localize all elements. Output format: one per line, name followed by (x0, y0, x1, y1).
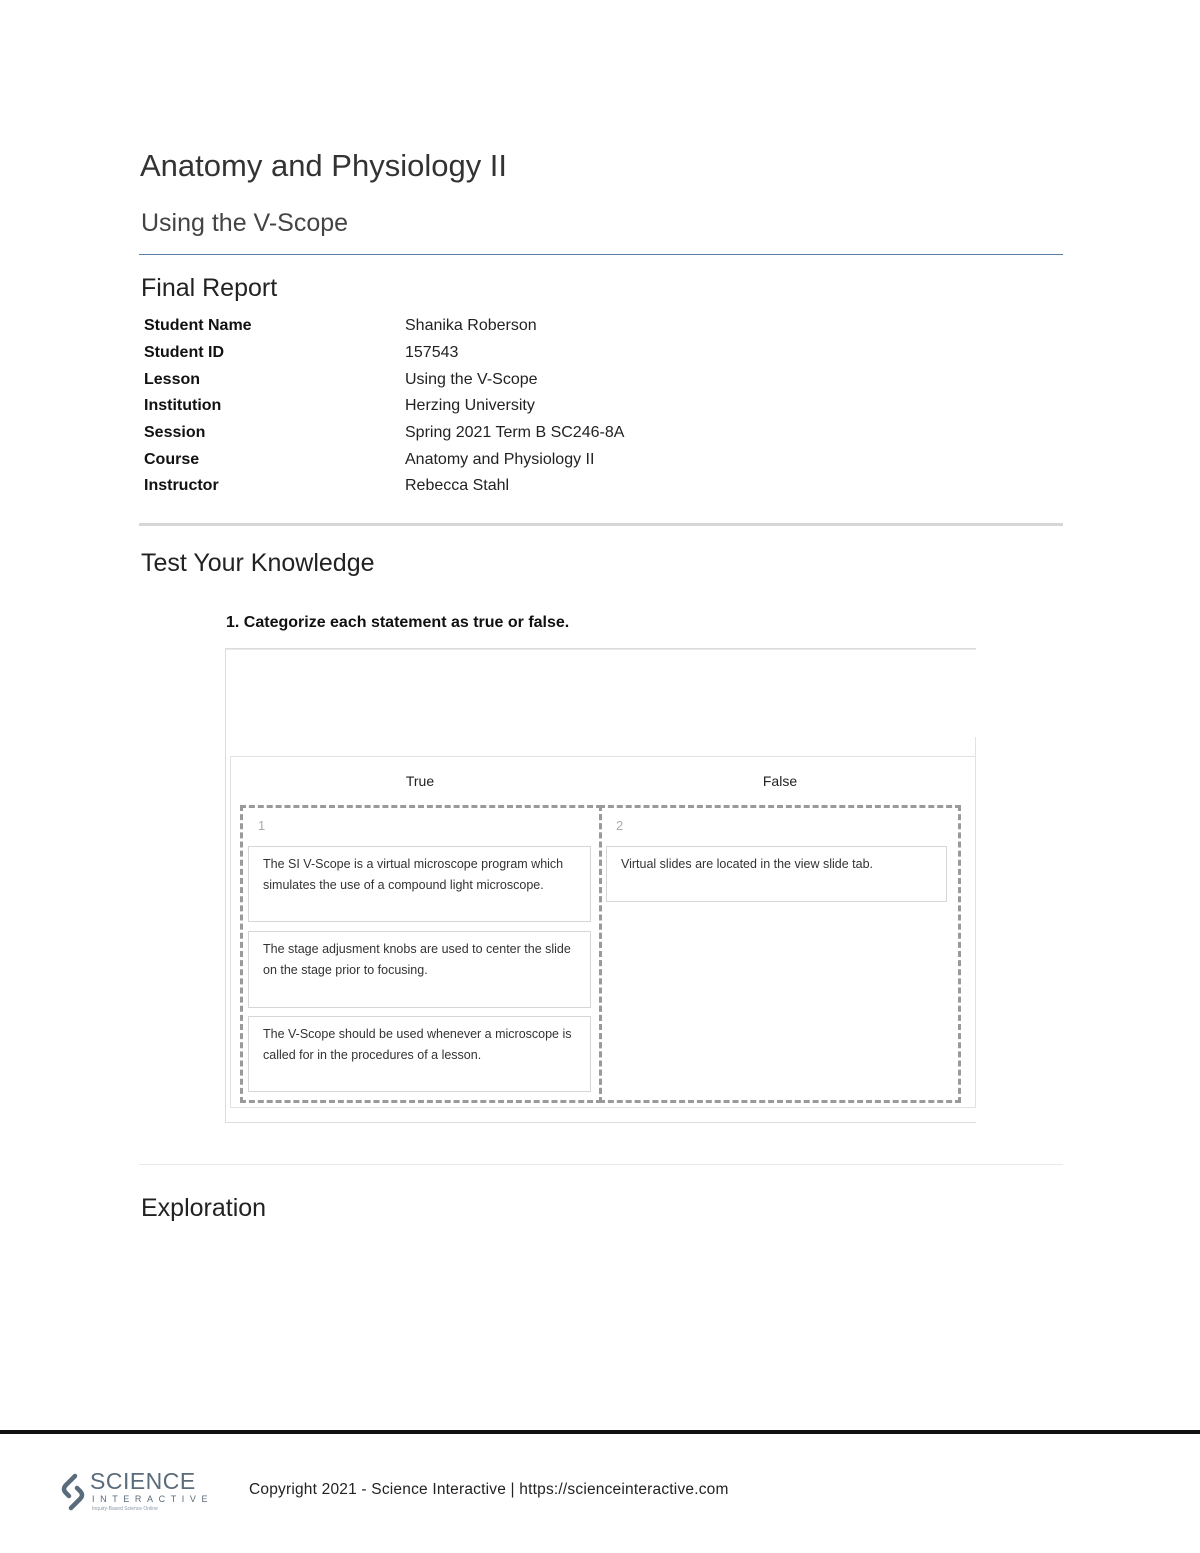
test-your-knowledge-heading: Test Your Knowledge (141, 549, 375, 577)
logo-subtitle: INTERACTIVE (92, 1494, 214, 1504)
info-label: Lesson (144, 370, 201, 388)
chain-link-icon (58, 1472, 88, 1512)
section-divider (139, 523, 1063, 526)
true-zone-number: 1 (258, 818, 266, 833)
logo-wordmark: SCIENCE (90, 1468, 196, 1494)
lab-title: Using the V-Scope (141, 209, 349, 237)
info-value: Spring 2021 Term B SC246-8A (405, 424, 625, 442)
true-column-header: True (405, 773, 435, 789)
info-value: Herzing University (405, 397, 535, 415)
statement-card[interactable]: The V-Scope should be used whenever a microscope is called for in the procedures of a lesson. (248, 1016, 591, 1092)
final-report-heading: Final Report (141, 274, 278, 302)
statement-card[interactable]: The stage adjusment knobs are used to center the slide on the stage prior to focusing. (248, 931, 591, 1008)
info-label: Session (144, 424, 206, 442)
info-row (144, 366, 624, 393)
info-row (144, 473, 624, 500)
exploration-heading: Exploration (141, 1194, 267, 1222)
false-zone-number: 2 (616, 818, 624, 833)
logo-tagline: Inquiry-Based Science Online (92, 1506, 158, 1512)
info-label: Instructor (144, 477, 219, 495)
info-value: Shanika Roberson (405, 317, 537, 335)
info-label: Student Name (144, 317, 252, 335)
copyright-text: Copyright 2021 - Science Interactive | https://scienceinteractive.com (249, 1481, 729, 1498)
info-row (144, 420, 624, 447)
info-value: Rebecca Stahl (405, 477, 510, 495)
statement-card[interactable]: The SI V-Scope is a virtual microscope program which simulates the use of a compound light microscope. (248, 846, 591, 922)
footer-divider (0, 1430, 1200, 1434)
false-column-header: False (762, 773, 798, 789)
course-title: Anatomy and Physiology II (140, 148, 508, 183)
header-divider (139, 254, 1063, 255)
info-row (144, 393, 624, 420)
info-value: 157543 (405, 344, 459, 362)
question-prompt: 1. Categorize each statement as true or false. (226, 614, 570, 631)
info-label: Course (144, 450, 200, 468)
info-row (144, 446, 624, 473)
info-row (144, 340, 624, 367)
info-label: Student ID (144, 344, 224, 362)
info-value: Anatomy and Physiology II (405, 450, 595, 468)
info-row (144, 313, 624, 340)
panel-top-border (226, 649, 976, 650)
board-edge (975, 737, 976, 757)
student-info-table (144, 313, 624, 500)
section-divider (139, 1164, 1063, 1165)
info-label: Institution (144, 397, 222, 415)
statement-card[interactable]: Virtual slides are located in the view slide tab. (606, 846, 947, 902)
info-value: Using the V-Scope (405, 370, 538, 388)
science-interactive-logo (58, 1468, 214, 1514)
